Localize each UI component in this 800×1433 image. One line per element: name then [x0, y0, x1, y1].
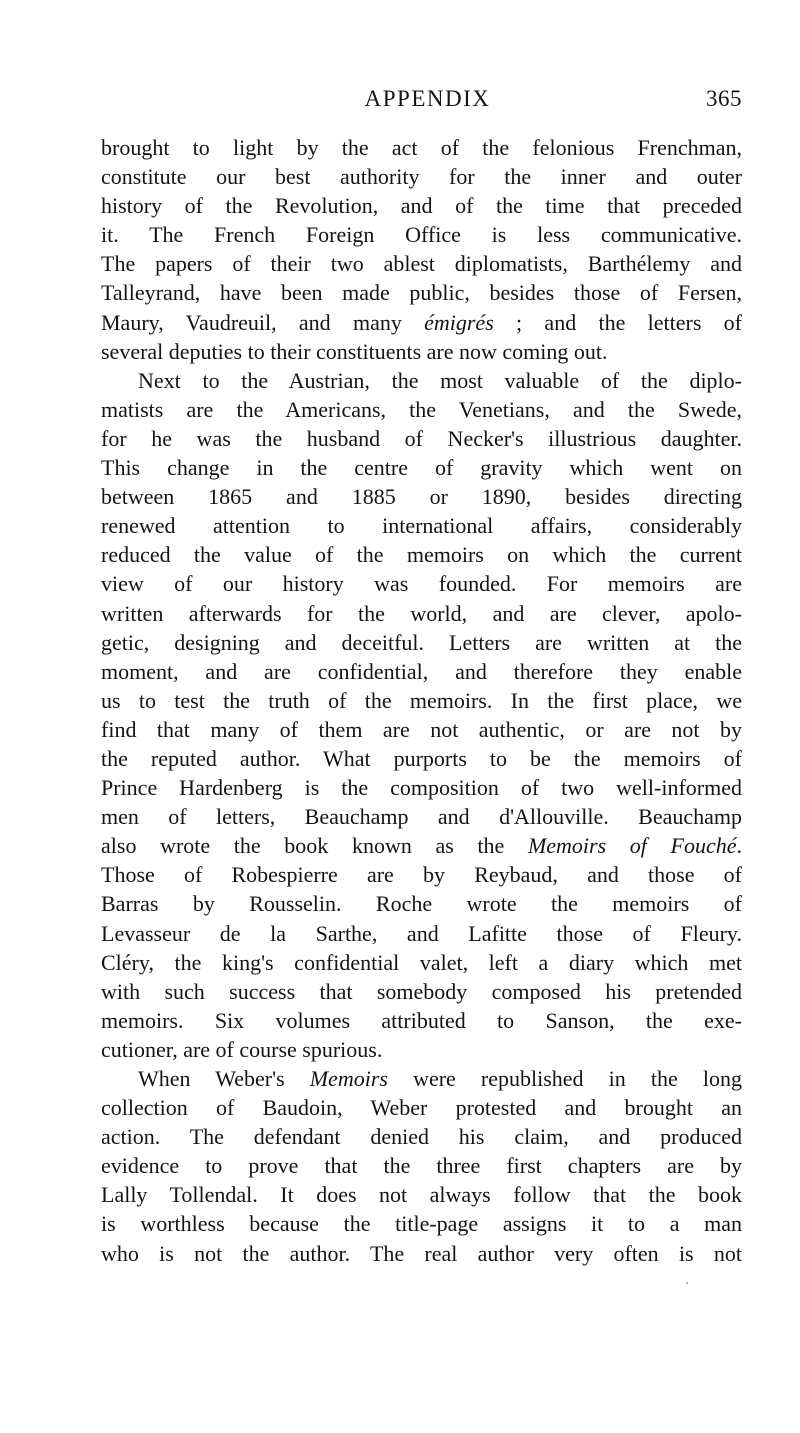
text-line: evidence to prove that the three first chapters are by — [101, 1153, 742, 1179]
text-line: Next to the Austrian, the most valuable of the diplo- — [138, 367, 742, 393]
text-line: is worthless because the title-page assigns it to a man — [101, 1211, 742, 1237]
text-line: for he was the husband of Necker's illustrious daughter. — [101, 425, 742, 451]
text-line: the reputed author. What purports to be the memoirs of — [101, 745, 742, 771]
text-line: with such success that somebody composed his pretended — [101, 978, 742, 1004]
text-line: several deputies to their constituents are now coming out. — [101, 338, 608, 364]
text-segment: . — [736, 833, 742, 859]
body-text — [101, 133, 742, 1268]
text-line: history of the Revolution, and of the time that preceded — [101, 193, 742, 219]
text-line: memoirs. Six volumes attributed to Sanson, the exe- — [101, 1007, 742, 1033]
text-segment: When Weber's — [138, 1066, 310, 1091]
text-line: who is not the author. The real author very often is not — [101, 1240, 742, 1266]
text-line: Prince Hardenberg is the composition of two well-informed — [101, 775, 742, 801]
text-line: find that many of them are not authentic, or are not by — [101, 716, 742, 742]
italic-title: Memoirs of Fouché — [527, 833, 737, 859]
italic-title: Memoirs — [309, 1066, 388, 1091]
text-segment: were republished in the long — [387, 1066, 742, 1091]
text-segment: Maury, Vaudreuil, and many — [101, 309, 425, 335]
text-line: reduced the value of the memoirs on which the current — [101, 542, 742, 568]
book-page — [101, 80, 742, 1268]
text-line: This change in the centre of gravity which went on — [101, 455, 742, 481]
text-line: view of our history was founded. For memoirs are — [101, 571, 742, 597]
text-line: us to test the truth of the memoirs. In the first place, we — [101, 687, 742, 713]
running-head — [101, 80, 742, 114]
text-line: The papers of their two ablest diplomatists, Barthélemy and — [101, 251, 742, 277]
text-line: getic, designing and deceitful. Letters are written at the — [101, 629, 742, 655]
text-line — [101, 831, 742, 860]
text-line: Levasseur de la Sarthe, and Lafitte those of Fleury. — [101, 920, 742, 946]
text-line: constitute our best authority for the inner and outer — [101, 164, 742, 190]
scan-speck — [686, 1282, 688, 1284]
text-line: between 1865 and 1885 or 1890, besides directing — [101, 484, 742, 510]
text-line: Lally Tollendal. It does not always follow that the book — [101, 1182, 742, 1208]
text-line: Those of Robespierre are by Reybaud, and those of — [101, 862, 742, 888]
text-segment: ; and the letters of — [493, 309, 742, 335]
text-line — [101, 308, 742, 337]
text-line: Talleyrand, have been made public, besides those of Fersen, — [101, 280, 742, 306]
text-line: collection of Baudoin, Weber protested and brought an — [101, 1095, 742, 1121]
text-line: action. The defendant denied his claim, and produced — [101, 1124, 742, 1150]
text-line: Barras by Rousselin. Roche wrote the memoirs of — [101, 891, 742, 917]
running-title: APPENDIX — [364, 86, 491, 111]
text-line: Cléry, the king's confidential valet, left a diary which met — [101, 949, 742, 975]
italic-title: émigrés — [424, 309, 494, 335]
text-line: men of letters, Beauchamp and d'Allouville. Beauchamp — [101, 804, 742, 830]
text-line: it. The French Foreign Office is less communicative. — [101, 222, 742, 248]
text-line: moment, and are confidential, and therefore they enable — [101, 658, 742, 684]
text-line: brought to light by the act of the felonious Frenchman, — [101, 135, 742, 160]
text-line: renewed attention to international affairs, considerably — [101, 513, 742, 539]
text-line: written afterwards for the world, and are clever, apolo- — [101, 600, 742, 626]
text-segment: also wrote the book known as the — [101, 833, 528, 859]
text-line: cutioner, are of course spurious. — [101, 1036, 383, 1062]
text-line: matists are the Americans, the Venetians, and the Swede, — [101, 396, 742, 422]
text-line — [101, 1064, 742, 1093]
page-number: 365 — [706, 86, 742, 111]
